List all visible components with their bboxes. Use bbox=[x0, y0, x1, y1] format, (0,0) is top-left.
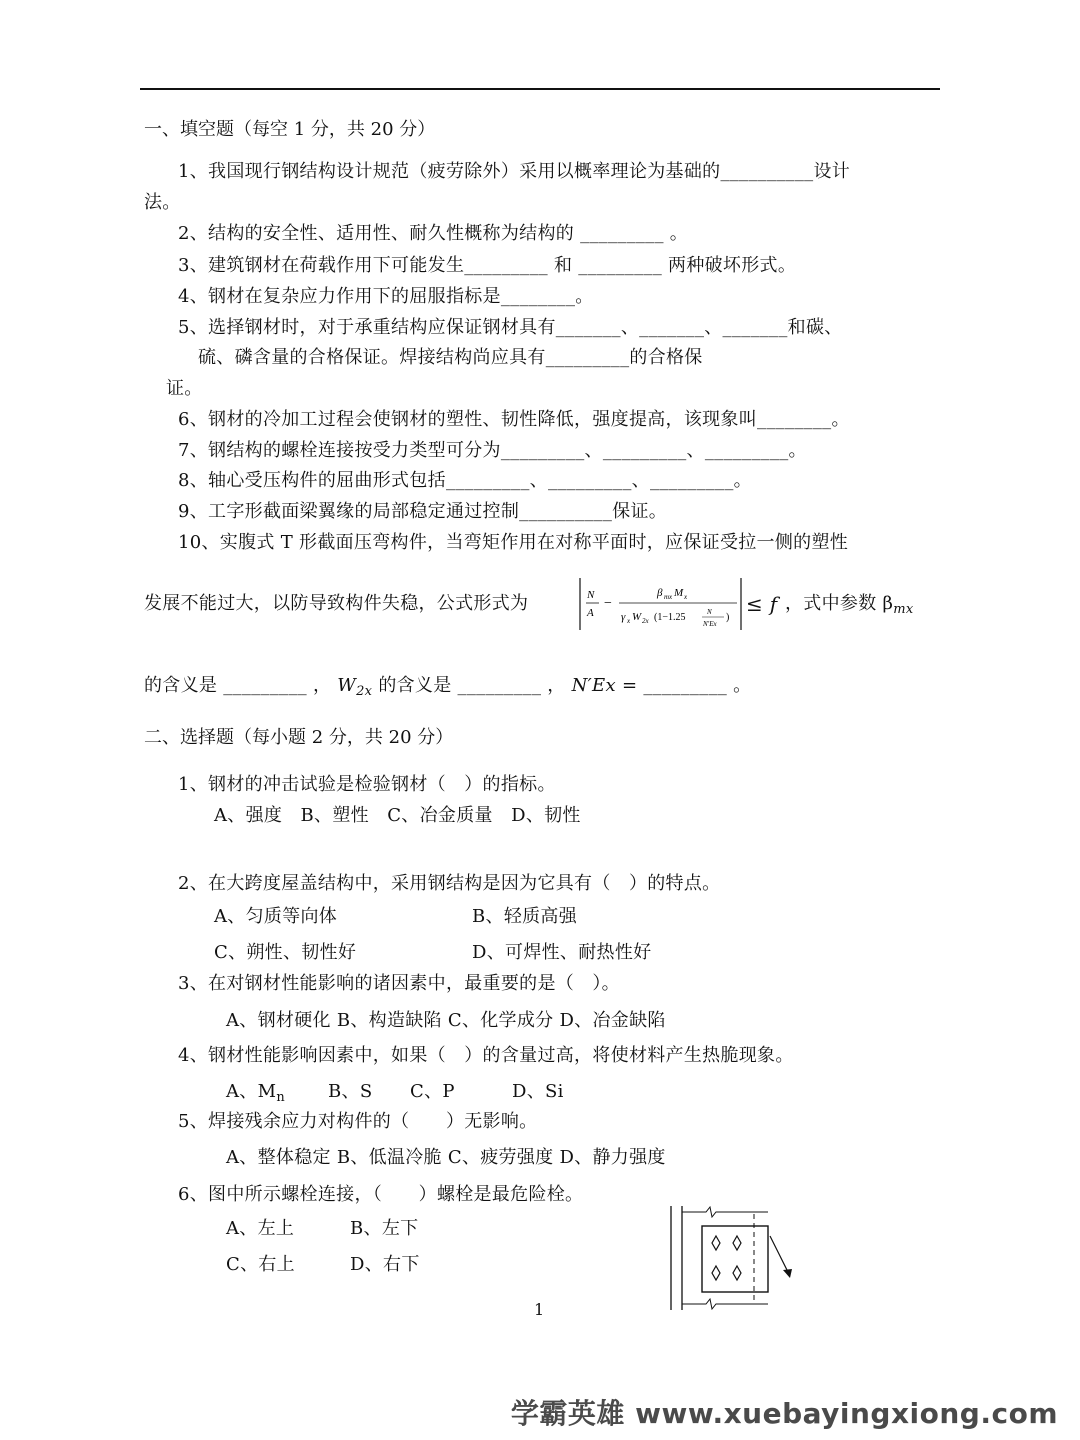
formula-n: N bbox=[587, 589, 595, 601]
q8-line: 8、轴心受压构件的屈曲形式包括_________、_________、_________。 bbox=[178, 470, 752, 491]
q10-meaning-c: _________ 。 bbox=[643, 675, 752, 696]
mc6-option-d: D、右下 bbox=[350, 1254, 420, 1275]
section1-title: 一、填空题（每空 1 分，共 20 分） bbox=[144, 119, 436, 140]
q10-nex: N′Ex = bbox=[571, 675, 638, 696]
bolt-connection-figure bbox=[668, 1204, 808, 1314]
formula-minus: − bbox=[604, 596, 612, 611]
q10-param-sub: mx bbox=[893, 602, 914, 617]
formula-small-n: N bbox=[707, 608, 712, 616]
q1-line2: 法。 bbox=[144, 192, 181, 213]
formula-m-sub: x bbox=[684, 593, 688, 601]
mc6-option-c: C、右上 bbox=[226, 1254, 295, 1275]
mc4-option-b: B、S bbox=[328, 1081, 373, 1102]
mc2-option-d: D、可焊性、耐热性好 bbox=[472, 942, 652, 963]
mc5-question: 5、焊接残余应力对构件的（ ）无影响。 bbox=[178, 1111, 538, 1132]
mc1-options: A、强度 B、塑性 C、冶金质量 D、韧性 bbox=[214, 805, 581, 826]
q10-meaning-line bbox=[144, 674, 751, 704]
q10-param-text bbox=[785, 592, 914, 622]
mc6-question: 6、图中所示螺栓连接，（ ）螺栓是最危险栓。 bbox=[178, 1184, 584, 1205]
q7-line: 7、钢结构的螺栓连接按受力类型可分为_________、_________、_________。 bbox=[178, 440, 807, 461]
formula-small-nex: N′Ex bbox=[703, 620, 717, 628]
q10-formula bbox=[577, 576, 757, 632]
mc3-question: 3、在对钢材性能影响的诸因素中，最重要的是（ ）。 bbox=[178, 973, 620, 994]
q2-line: 2、结构的安全性、适用性、耐久性概称为结构的 _________ 。 bbox=[178, 223, 689, 244]
mc4-option-c: C、P bbox=[410, 1081, 455, 1102]
mc5-options: A、整体稳定 B、低温冷脆 C、疲劳强度 D、静力强度 bbox=[226, 1147, 666, 1168]
q5-line3: 证。 bbox=[166, 378, 203, 399]
q10-w2x: W bbox=[337, 675, 357, 696]
mc1-question: 1、钢材的冲击试验是检验钢材（ ）的指标。 bbox=[178, 774, 556, 795]
mc4-question: 4、钢材性能影响因素中，如果（ ）的含量过高，将使材料产生热脆现象。 bbox=[178, 1045, 794, 1066]
q10-line2-text: 发展不能过大，以防导致构件失稳，公式形式为 bbox=[144, 593, 529, 614]
formula-beta: β bbox=[657, 587, 663, 599]
formula-m: M bbox=[674, 587, 684, 599]
mc3-options: A、钢材硬化 B、构造缺陷 C、化学成分 D、冶金缺陷 bbox=[226, 1010, 666, 1031]
watermark: 学霸英雄 www.xuebayingxiong.com bbox=[510, 1397, 1058, 1430]
mc6-option-a: A、左上 bbox=[226, 1218, 295, 1239]
section2-title: 二、选择题（每小题 2 分，共 20 分） bbox=[144, 727, 454, 748]
q10-meaning-a: 的含义是 _________ ， bbox=[144, 675, 332, 696]
formula-gamma-sub: x bbox=[627, 617, 631, 625]
q10-meaning-b: 的含义是 _________ ， bbox=[378, 675, 566, 696]
formula-gamma: γ bbox=[621, 611, 626, 623]
q6-line: 6、钢材的冷加工过程会使钢材的塑性、韧性降低，强度提高，该现象叫________。 bbox=[178, 409, 850, 430]
header-rule bbox=[140, 88, 940, 90]
q5-line2: 硫、磷含量的合格保证。焊接结构尚应具有_________的合格保 bbox=[198, 347, 703, 368]
formula-leq: ≤ f bbox=[746, 592, 778, 616]
formula-w-sub: 2x bbox=[642, 617, 649, 625]
q9-line: 9、工字形截面梁翼缘的局部稳定通过控制__________保证。 bbox=[178, 501, 668, 522]
mc2-option-c: C、朔性、韧性好 bbox=[214, 942, 357, 963]
mc4-option-d: D、Si bbox=[512, 1081, 564, 1102]
q10-line1: 10、实腹式 T 形截面压弯构件，当弯矩作用在对称平面时，应保证受拉一侧的塑性 bbox=[178, 532, 849, 553]
q10-param-label: ，式中参数 β bbox=[785, 593, 894, 614]
q3-line: 3、建筑钢材在荷载作用下可能发生_________ 和 _________ 两种破坏形式。 bbox=[178, 255, 797, 276]
formula-a: A bbox=[587, 607, 594, 619]
q1-line1: 1、我国现行钢结构设计规范（疲劳除外）采用以概率理论为基础的__________设计 bbox=[178, 161, 851, 182]
formula-w: W bbox=[632, 611, 642, 623]
mc6-option-b: B、左下 bbox=[350, 1218, 419, 1239]
mc4-option-a-sub: n bbox=[276, 1090, 286, 1105]
formula-close: ) bbox=[726, 612, 730, 623]
mc2-option-b: B、轻质高强 bbox=[472, 906, 578, 927]
mc4-option-a-text: A、M bbox=[226, 1081, 277, 1102]
page-number: 1 bbox=[534, 1300, 545, 1319]
mc2-question: 2、在大跨度屋盖结构中，采用钢结构是因为它具有（ ）的特点。 bbox=[178, 873, 721, 894]
q4-line: 4、钢材在复杂应力作用下的屈服指标是________。 bbox=[178, 286, 594, 307]
formula-paren: (1−1.25 bbox=[654, 612, 686, 623]
q10-w2x-sub: 2x bbox=[356, 684, 373, 699]
mc2-option-a: A、匀质等向体 bbox=[214, 906, 338, 927]
q5-line1: 5、选择钢材时，对于承重结构应保证钢材具有_______、_______、_______和碳、 bbox=[178, 317, 843, 338]
formula-beta-sub: mx bbox=[664, 593, 673, 601]
mc4-option-a bbox=[226, 1080, 285, 1110]
